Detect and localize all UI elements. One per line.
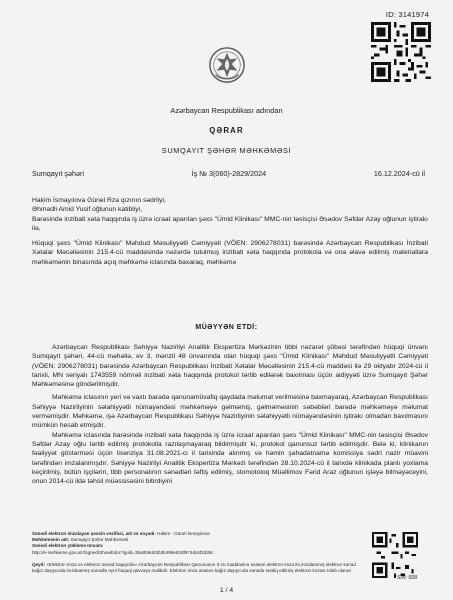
footer-qr-code-icon <box>372 532 418 578</box>
intro-line-party: Barəsində inzibati xəta haqqında iş üzrə icraat aparılan şəxs "Ümid Klinikası" MMC-nin təsisçisi Əsədov Səfdər Azay oğlunun iştirakı ilə, <box>32 215 428 232</box>
download-link[interactable]: http://e-mehkeme.gov.az/Signed/ShowEdoc?guid=35a0b9d43b3b498e63df974dc6f2d35c <box>32 549 214 555</box>
intro-block <box>32 196 428 267</box>
intro-paragraph: Hüquqi şəxs "Ümid Klinikası" Məhdud Məsuliyyətli Cəmiyyəti (VÖEN: 2906278031) barəsində Azərbaycan Respublikası İnzibati Xətalar Məcəlləsinin 215.4-cü maddəsində nəzərdə tutulmuş inzibati xəta haqqında protokola və ona əlavə edilmiş materiallara məhkəmənin binasında açıq məhkəmə iclasında baxaraq, məhkəmə <box>32 240 428 266</box>
qr-code-icon <box>371 22 431 82</box>
page-number: 1 / 4 <box>219 587 234 594</box>
court-value: Sumqayıt Şəhər Məhkəməsi <box>70 537 129 543</box>
section-title: MÜƏYYƏN ETDİ: <box>195 324 258 331</box>
city: Sumqayıt şəhəri <box>32 169 84 178</box>
download-label: Sənədi elektron yükləmə ünvanı: <box>32 543 104 549</box>
state-emblem-icon <box>208 46 246 84</box>
intro-line-secretary: Əhmədli Amid Yusif oğlunun katibliyi, <box>32 206 143 214</box>
findings-block <box>32 343 428 486</box>
intro-line-judge: Hakim İsmayılova Günel Rza qızının sədrliyi, <box>32 197 166 204</box>
findings-paragraph: Azərbaycan Respublikası Səhiyyə Nazirliyi Analitik Ekspertiza Mərkəzinin tibbi nəzarət şöbəsi tərəfindən hüquqi ünvanı Sumqayıt şəhəri, 44-cü məhəllə, ev 3, mənzil 48 ünvanında olan hüquqi şəxs "Ümid Klinikası" Məhdud Məsuliyyətli Cəmiyyəti (VÖEN: 2906278031) barəsində Azərbaycan Respublikası İnzibati Xətalar Məcəlləsinin 215.4-cü maddəsi ilə 29 oktyabr 2024-cü il tarixli, MN seriyalı 1743559 nömrəli inzibati xəta haqqında protokol tərtib edilərək baxılması üçün aidiyyəti üzrə Sumqayıt Şəhər Məhkəməsinə göndərilmişdir. <box>32 344 428 389</box>
esign-footer <box>32 531 362 574</box>
case-meta-row <box>32 169 425 178</box>
signer-value: Hakim - Günel İsmayılova <box>157 531 210 536</box>
findings-paragraph: Məhkəmə iclasında barəsində inzibati xəta haqqında iş üzrə icraat aparılan şəxs "Ümid Klinikası" MMC-nin təsisçisi Əsədov Səfdər Azay oğlu tərtib edilmiş protokolla razılaşmayaraq bildirmişdir ki, protokol qanunsuz tərtib edilmişdir. Belə ki, klinikanın fəaliyyət göstərməsi üçün lisenziya 31.08.2021-ci il tarixində alınmış və həmin şəhadətnamə komissiya sədri nazir müavini tərəfindən imzalanmışdır. Səhiyyə Nazirliyi Analitik Ekspertiza Mərkəzi tərəfindən 28.10.2024-cü il tarixdə klinikada planlı yoxlama keçirilmiş, bütün işçilərin, tibb personalının sənədləri təftiş edilmiş, stomotoloq Müəllimov Fərid Araz oğlunun işləyə bilməyəceyini, onun 2014-cü ildə təhsil müəssisəsini bitirdiyini <box>32 431 428 486</box>
case-number: İş № 3(060)-2829/2024 <box>191 169 267 178</box>
court-label: Məhkəmənin adı: <box>32 537 70 543</box>
decision-date: 16.12.2024-cü il <box>373 169 425 178</box>
document-id: ID: 3141974 <box>385 10 429 19</box>
signer-label: Sənədi elektron imzalayan şəxsin vəzifəsi, adı və soyadı: <box>32 531 156 536</box>
note-label: Qeyd: <box>32 561 46 567</box>
note-text: «Elektron imza və elektron sənəd haqqında» Azərbaycan Respublikası Qanununun 3-cü maddəsinə əsasən elektron imza ilə imzalanmış elektron sənəd kağız daşıyıcıda imzalanmış sənədlə eyni hüquqi qüvvəyə malikdir. Elektron imza əsasən kağız daşıyıcıda sənədə təsdiq edilmiş elektron imzası tələb olunur. <box>32 561 356 574</box>
court-name: SUMQAYIT ŞƏHƏR MƏHKƏMƏSİ <box>161 146 292 155</box>
document-title: QƏRAR <box>209 126 244 135</box>
findings-paragraph: Məhkəmə iclasının yeri və vaxtı barədə qanunamüvafiq qaydada məlumat verilməsinə baxmayaraq, Azərbaycan Respublikası Səhiyyə Nazirliyinin səlahiyyətli nümayəndəsi məhkəməyə gəlməmiş, gəlməməsinin səbəbləri barədə məhkəməyə məlumat verməmişdir. Məhkəmə, işə Azərbaycan Respublikası Səhiyyə Nazirliyinin səlahiyyətli nümayəndəsinin iştirakı olmadan baxılmasını mümkün hesab etmişdir. <box>32 394 428 430</box>
serial-number: S/N: 008 <box>397 575 418 581</box>
court-heading: Azərbaycan Respublikası adından <box>170 106 283 115</box>
